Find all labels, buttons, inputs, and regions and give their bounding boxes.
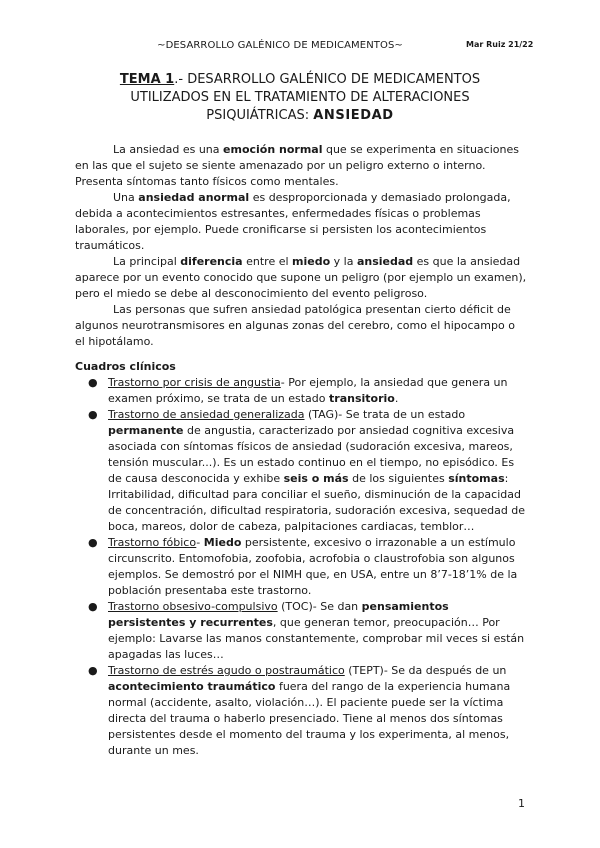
paragraph-1: [75, 142, 527, 190]
header-title: ~DESARROLLO GALÉNICO DE MEDICAMENTOS~: [157, 40, 403, 51]
text: (TAG)- Se trata de un estado: [304, 408, 466, 421]
paragraph-3: [75, 254, 527, 302]
cuadros-list: [88, 375, 528, 759]
text: y la: [330, 255, 357, 268]
bold-text: acontecimiento traumático: [108, 680, 276, 693]
bold-text: ansiedad anormal: [138, 191, 250, 204]
bullet-icon: ●: [88, 664, 98, 677]
bold-text: miedo: [292, 255, 331, 268]
intro-body: [75, 142, 527, 350]
title-lead: TEMA 1: [119, 72, 175, 87]
paragraph-2: [75, 190, 527, 254]
bold-text: síntomas: [448, 472, 505, 485]
text: : Irritabilidad, dificultad para conciliar el sueño, disminución de la capacidad de concentración, dificultad respiratoria, sudoración excesiva, sequedad de boca, mareos, dolor de cabeza, palpitaciones cardiacas, temblor…: [108, 472, 526, 533]
disorder-name: Trastorno por crisis de angustia: [108, 376, 281, 389]
disorder-name: Trastorno de ansiedad generalizada: [108, 408, 305, 421]
bold-text: emoción normal: [223, 143, 323, 156]
bullet-icon: ●: [88, 376, 98, 389]
disorder-name: Trastorno obsesivo-compulsivo: [108, 600, 278, 613]
disorder-name: Trastorno fóbico: [108, 536, 197, 549]
text: es desproporcionada y demasiado prolongada, debida a acontecimientos estresantes, enfermedades físicas o problemas laborales, por ejemplo. Puede cronificarse si persisten los acontecimientos traumáticos.: [75, 191, 511, 252]
text: fuera del rango de la experiencia humana normal (accidente, asalto, violación…). El paciente puede ser la víctima directa del trauma o haberlo presenciado. Tiene al menos dos síntomas persistentes desde el momento del trauma y los experimenta, al menos, durante un mes.: [108, 680, 511, 757]
title-line1-text: DESARROLLO GALÉNICO DE MEDICAMENTOS: [187, 72, 481, 87]
title-line-1: [0, 71, 600, 89]
bullet-icon: ●: [88, 408, 98, 421]
text: Una: [113, 191, 139, 204]
bold-text: transitorio: [329, 392, 395, 405]
text: (TOC)- Se dan: [277, 600, 362, 613]
title-line3-text: PSIQUIÁTRICAS:: [206, 108, 314, 123]
list-item: [88, 663, 528, 759]
title-line-3: [0, 107, 600, 125]
text: de los siguientes: [348, 472, 449, 485]
text: , que generan temor, preocupación… Por ejemplo: Lavarse las manos constantemente, comprobar mil veces si están apagadas las luces…: [108, 616, 525, 661]
text: (TEPT)- Se da después de un: [344, 664, 507, 677]
cuadros-heading: Cuadros clínicos: [75, 360, 176, 373]
list-item: [88, 535, 528, 599]
bold-text: seis o más: [283, 472, 349, 485]
text: entre el: [242, 255, 293, 268]
text: -: [196, 536, 204, 549]
bullet-icon: ●: [88, 536, 98, 549]
bold-text: permanente: [108, 424, 184, 437]
bold-text: Miedo: [203, 536, 242, 549]
disorder-name: Trastorno de estrés agudo o postraumático: [108, 664, 345, 677]
title-sep: .-: [174, 72, 188, 87]
text: persistente, excesivo o irrazonable a un estímulo circunscrito. Entomofobia, zoofobia, acrofobia o claustrofobia son algunos ejemplos. Se demostró por el NIMH que, en USA, entre un 8’7-18’1% de la población presentaba este trastorno.: [108, 536, 518, 597]
list-item: [88, 599, 528, 663]
document-title: [0, 71, 600, 125]
title-line3-bold: ANSIEDAD: [313, 108, 394, 123]
title-line-2: UTILIZADOS EN EL TRATAMIENTO DE ALTERACIONES: [130, 90, 470, 105]
page-number: 1: [518, 797, 525, 810]
bullet-icon: ●: [88, 600, 98, 613]
text: La ansiedad es una: [113, 143, 224, 156]
bold-text: diferencia: [180, 255, 243, 268]
text: es que la ansiedad aparece por un evento conocido que supone un peligro (por ejemplo un examen), pero el miedo se debe al desconocimiento del evento peligroso.: [75, 255, 527, 300]
text: - Por ejemplo, la ansiedad que genera un examen próximo, se trata de un estado: [108, 376, 508, 405]
text: La principal: [113, 255, 181, 268]
text: que se experimenta en situaciones en las que el sujeto se siente amenazado por un peligro externo o interno. Presenta síntomas tanto físicos como mentales.: [75, 143, 519, 188]
bold-text: ansiedad: [356, 255, 414, 268]
text: de angustia, caracterizado por ansiedad cognitiva excesiva asociada con síntomas físicos de ansiedad (sudoración excesiva, mareos, tensión muscular...). Es un estado continuo en el tiempo, no episódico. Es de causa desconocida y exhibe: [108, 424, 515, 485]
header-author: Mar Ruiz 21/22: [466, 40, 534, 49]
bold-text: pensamientos persistentes y recurrentes: [108, 600, 449, 629]
list-item: [88, 407, 528, 535]
list-item: [88, 375, 528, 407]
paragraph-4: Las personas que sufren ansiedad patológica presentan cierto déficit de algunos neurotransmisores en algunas zonas del cerebro, como el hipocampo o el hipotálamo.: [75, 303, 515, 348]
text: .: [394, 392, 399, 405]
